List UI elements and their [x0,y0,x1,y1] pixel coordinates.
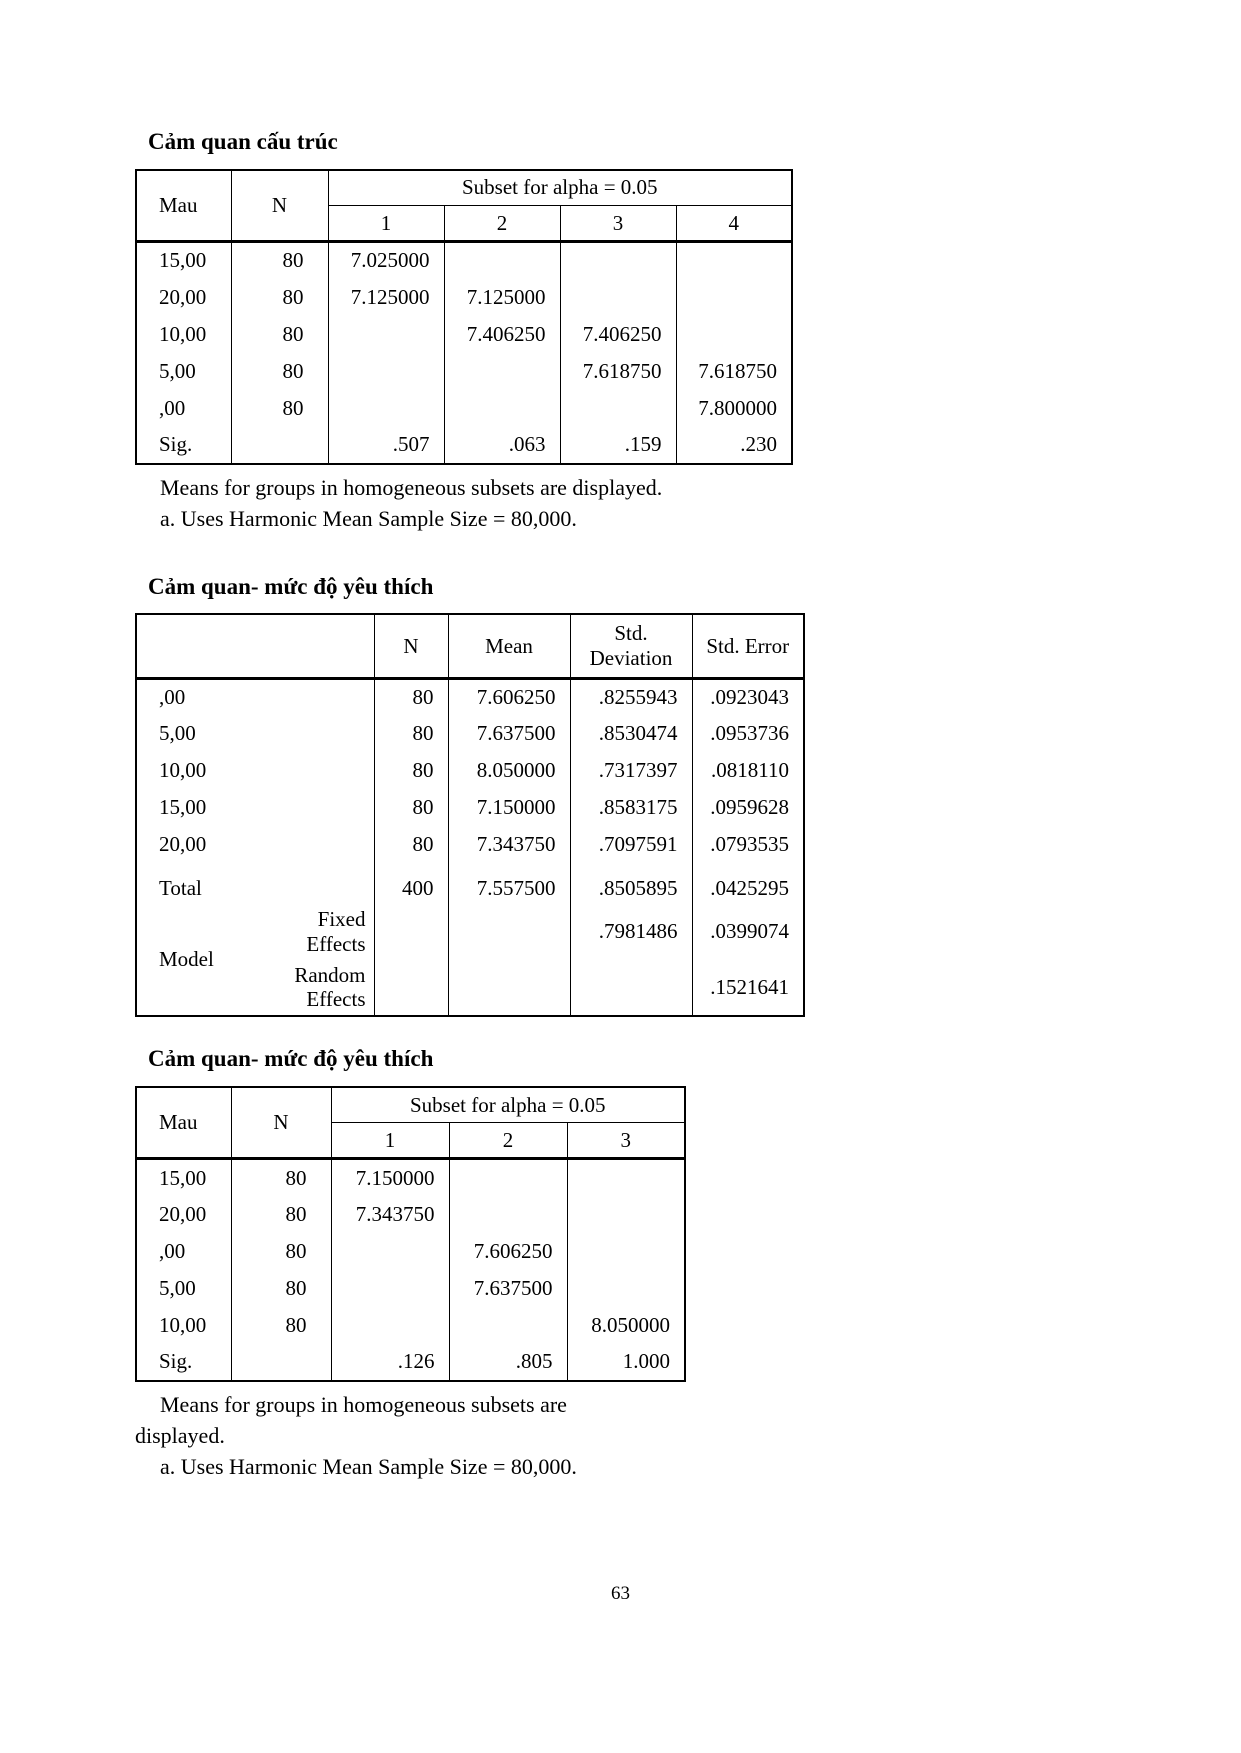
table-row-total [136,863,804,904]
table2-col-header-std-error: Std. Error [692,614,804,678]
cell-mau: ,00 [136,390,231,427]
cell-mean: 7.150000 [448,789,570,826]
cell-subset-3: 1.000 [567,1344,685,1381]
cell-mau: 10,00 [136,316,231,353]
table-row [136,826,804,863]
cell-subset-2: 7.606250 [449,1233,567,1270]
table-row [136,1196,685,1233]
cell-mean: 7.343750 [448,826,570,863]
table2-title: Cảm quan- mức độ yêu thích [148,573,434,599]
cell-n [374,904,448,960]
cell-subset-2 [449,1159,567,1196]
cell-subset-1: 7.150000 [331,1159,449,1196]
table-row-sig [136,427,792,464]
table-row [136,678,804,715]
cell-subset-2: 7.125000 [444,279,560,316]
cell-group-label: 20,00 [136,826,374,863]
table1-body [136,242,792,464]
cell-subset-4 [676,316,792,353]
cell-subset-3: 7.618750 [560,353,676,390]
table3-title: Cảm quan- mức độ yêu thích [148,1046,434,1072]
cell-subset-3: .159 [560,427,676,464]
cell-subset-1: 7.343750 [331,1196,449,1233]
cell-subset-1 [328,316,444,353]
cell-group-label: 10,00 [136,752,374,789]
note-line: displayed. [135,1422,225,1448]
cell-subset-1 [331,1233,449,1270]
cell-mau: 20,00 [136,1196,231,1233]
cell-mau: 5,00 [136,1270,231,1307]
cell-subset-2: 7.406250 [444,316,560,353]
table1-subset-col-2: 2 [444,206,560,242]
table-row-model-fixed [136,904,804,960]
cell-subset-3 [567,1159,685,1196]
table-row [136,1270,685,1307]
cell-group-label: 15,00 [136,789,374,826]
cell-subset-1: .507 [328,427,444,464]
cell-subset-1 [328,353,444,390]
cell-n: 80 [231,390,328,427]
table3-group-header-subset: Subset for alpha = 0.05 [331,1087,685,1123]
cell-subset-2 [444,242,560,279]
cell-mean [448,960,570,1017]
cell-std-deviation [570,960,692,1017]
table3-header [136,1087,685,1159]
cell-subset-2: 7.637500 [449,1270,567,1307]
cell-subset-1: 7.125000 [328,279,444,316]
cell-std-error: .0793535 [692,826,804,863]
note-footnote-a: a. Uses Harmonic Mean Sample Size = 80,000. [160,1453,577,1479]
cell-mau: ,00 [136,1233,231,1270]
table1-col-header-mau: Mau [136,170,231,242]
cell-subset-3 [560,390,676,427]
cell-subset-2: .063 [444,427,560,464]
cell-subset-2 [444,353,560,390]
cell-mean: 7.606250 [448,678,570,715]
page-number: 63 [611,1583,630,1604]
table3-subset-col-1: 1 [331,1123,449,1159]
table-row [136,1307,685,1344]
table3-subset-col-3: 3 [567,1123,685,1159]
cell-subset-4: .230 [676,427,792,464]
cell-n: 80 [231,1233,331,1270]
table1-homogeneous-subsets [135,169,793,465]
cell-std-error: .1521641 [692,960,804,1017]
cell-subset-4 [676,242,792,279]
cell-n [231,1344,331,1381]
cell-subset-3 [567,1233,685,1270]
cell-n: 80 [231,1307,331,1344]
cell-n [374,960,448,1017]
cell-subset-1 [328,390,444,427]
cell-mean: 7.637500 [448,715,570,752]
cell-subset-2: .805 [449,1344,567,1381]
cell-n: 80 [231,353,328,390]
cell-mau: 20,00 [136,279,231,316]
cell-subset-4: 7.800000 [676,390,792,427]
cell-group-label: ,00 [136,678,374,715]
table3-notes [135,1390,1201,1481]
table-row [136,353,792,390]
cell-std-error: .0818110 [692,752,804,789]
table1-subset-col-1: 1 [328,206,444,242]
cell-std-error: .0953736 [692,715,804,752]
cell-mau: 15,00 [136,242,231,279]
table3-col-header-mau: Mau [136,1087,231,1159]
cell-std-error: .0923043 [692,678,804,715]
cell-n: 80 [374,826,448,863]
cell-mean: 8.050000 [448,752,570,789]
cell-std-error: .0425295 [692,863,804,904]
cell-n: 80 [231,1196,331,1233]
cell-mean [448,904,570,960]
cell-group-label: 5,00 [136,715,374,752]
note-line: Means for groups in homogeneous subsets are [160,1391,567,1417]
table-row [136,1159,685,1196]
table3-homogeneous-subsets [135,1086,686,1382]
table2-col-header-mean: Mean [448,614,570,678]
cell-std-deviation: .8530474 [570,715,692,752]
table-row-sig [136,1344,685,1381]
table-row [136,316,792,353]
cell-subset-4: 7.618750 [676,353,792,390]
cell-subset-3 [560,242,676,279]
cell-subset-3: 8.050000 [567,1307,685,1344]
cell-model-label: Model [136,904,246,1016]
cell-n: 80 [231,1159,331,1196]
cell-random-effects-label: Random Effects [246,960,374,1017]
table-row [136,279,792,316]
table2-col-header-std-deviation: Std. Deviation [570,614,692,678]
cell-subset-3 [567,1196,685,1233]
cell-subset-1: 7.025000 [328,242,444,279]
cell-n: 400 [374,863,448,904]
cell-n: 80 [374,715,448,752]
table1-subset-col-3: 3 [560,206,676,242]
cell-n: 80 [374,678,448,715]
table2-col-header-n: N [374,614,448,678]
cell-n: 80 [231,1270,331,1307]
cell-std-error: .0399074 [692,904,804,960]
cell-subset-2 [449,1196,567,1233]
cell-subset-2 [449,1307,567,1344]
cell-n: 80 [374,752,448,789]
cell-subset-1 [331,1307,449,1344]
table1-subset-col-4: 4 [676,206,792,242]
cell-std-deviation: .8505895 [570,863,692,904]
note-line: Means for groups in homogeneous subsets are displayed. [160,474,663,500]
table1-notes [135,473,1201,533]
cell-n: 80 [231,279,328,316]
table2-descriptives [135,613,805,1017]
cell-n: 80 [231,242,328,279]
table-row [136,390,792,427]
cell-subset-1 [331,1270,449,1307]
cell-std-deviation: .8255943 [570,678,692,715]
table3-body [136,1159,685,1381]
cell-std-deviation: .7981486 [570,904,692,960]
table1-title: Cảm quan cấu trúc [148,129,338,154]
cell-mean: 7.557500 [448,863,570,904]
cell-subset-3 [560,279,676,316]
cell-subset-3: 7.406250 [560,316,676,353]
table-row [136,789,804,826]
cell-subset-3 [567,1270,685,1307]
cell-sig-label: Sig. [136,427,231,464]
cell-n: 80 [374,789,448,826]
cell-std-deviation: .7317397 [570,752,692,789]
cell-fixed-effects-label: Fixed Effects [246,904,374,960]
cell-mau: 15,00 [136,1159,231,1196]
cell-mau: 5,00 [136,353,231,390]
cell-subset-1: .126 [331,1344,449,1381]
cell-subset-2 [444,390,560,427]
cell-std-error: .0959628 [692,789,804,826]
table-row [136,242,792,279]
table1-header [136,170,792,242]
table2-col-header-empty [136,614,374,678]
table-row [136,752,804,789]
cell-mau: 10,00 [136,1307,231,1344]
cell-n: 80 [231,316,328,353]
table-row [136,1233,685,1270]
table3-subset-col-2: 2 [449,1123,567,1159]
table2-body [136,678,804,1016]
table3-col-header-n: N [231,1087,331,1159]
cell-total-label: Total [136,863,374,904]
table2-header [136,614,804,678]
cell-std-deviation: .7097591 [570,826,692,863]
cell-sig-label: Sig. [136,1344,231,1381]
cell-std-deviation: .8583175 [570,789,692,826]
cell-n [231,427,328,464]
note-footnote-a: a. Uses Harmonic Mean Sample Size = 80,000. [160,505,577,531]
cell-subset-4 [676,279,792,316]
table1-col-header-n: N [231,170,328,242]
table1-group-header-subset: Subset for alpha = 0.05 [328,170,792,206]
table-row [136,715,804,752]
